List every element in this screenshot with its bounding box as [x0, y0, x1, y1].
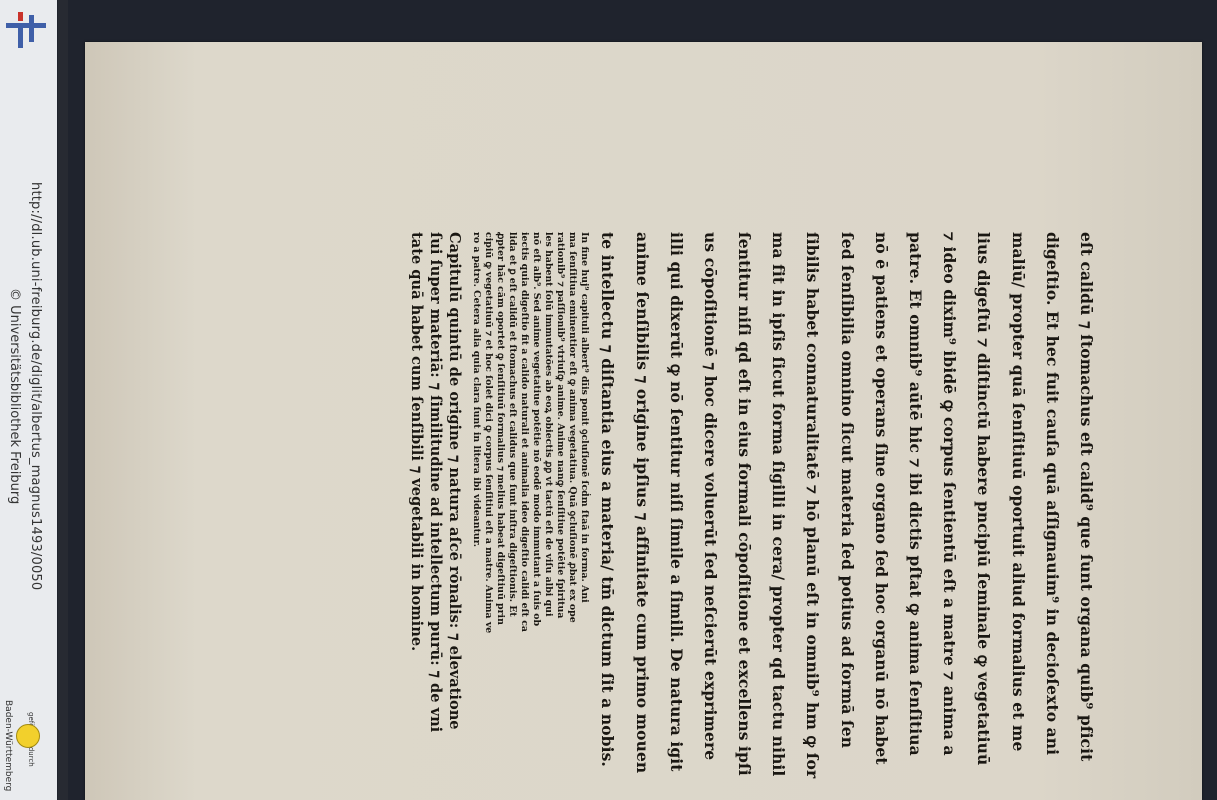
text-line: patre. Et omnib⁹ aūtē hic ⁊ ibi dictis pſtat ꝙ anima ſenſitiua: [906, 232, 926, 756]
text-line: illi qui dixerūt ꝙ nō ſentitur niſi ſimile a ſimili. De natura igit: [666, 232, 686, 772]
library-logo-icon[interactable]: [5, 10, 47, 50]
commentary-line: lida et ꝑ eſt calidū et ſtomachus eſt calidus que ſunt inſtra digeſtionis. Et: [507, 232, 519, 617]
text-line: lius digeſtū ⁊ diſtinctū habere pncipiū ſeminale ꝙ vegetatiuū: [974, 232, 994, 766]
text-line: ma fit in ipſis ſicut forma ſigilli in cera/ propter qd tactu nihil: [769, 232, 789, 777]
scan-background: [58, 0, 68, 800]
copyright-notice: © Universitätsbibliothek Freiburg: [7, 288, 22, 505]
text-line: anime ſenſibilis ⁊ origine ipſius ⁊ affinitate cum primo mouen: [632, 232, 652, 774]
text-line: maliū/ propter quā ſenſitiuū oportuit aliud formalius et me: [1008, 232, 1028, 752]
text-line: ſed ſenſibilia omnino ſicut materia ſed potius ad formā ſen: [837, 232, 857, 749]
permalink-url[interactable]: http://dl.ub.uni-freiburg.de/diglit/albertus_magnus1493/0050: [28, 182, 43, 591]
viewer-sidebar: [0, 0, 57, 800]
chapter-heading-line: ſui ſuper materiā: ⁊ ſimilitudine ad intellectum purū: ⁊ de vni: [427, 232, 445, 733]
commentary-line: cipiū ꝙ vegetatiuū ⁊ et hoc ſolet dici ꝙ corpus ſenſitiui eſt a matre. Anima ve: [483, 232, 495, 634]
commentary-line: In fine huj⁹ capituli albert⁹ dīis ponit ꝯcluſionē ſcḋm ſtaā in forma. Ani: [579, 232, 591, 603]
commentary-line: ro a patre. Cetera alia quia clara ſunt in litera ibi videantur.: [471, 232, 483, 548]
funder-name: Baden-Württemberg: [3, 700, 13, 792]
text-line: us cōpoſitionē ⁊ hoc dicere voluerūt ſed neſcierūt exprimere: [700, 232, 720, 761]
text-line: eſt calidū ⁊ ſtomachus eſt calid⁹ que ſunt organa quib⁹ pficit: [1077, 232, 1096, 762]
commentary-line: ꝓpter hāc cām oportet ꝙ ſenſitiuū formalius ⁊ melius habeat digeſtiuū prin: [495, 232, 507, 625]
page-text-block: [407, 232, 1103, 779]
commentary-line: rationib⁹ ⁊ paſſionib⁹ vtriuſꝙ anime. Anime nanꝙ ſenſitiue potētie ſpiritua: [555, 232, 567, 619]
commentary-line: iectis quia digeſtio fit a calido naturali et animalia ideo digeſtio calidi eſt ca: [519, 232, 531, 632]
baden-wuerttemberg-logo-icon: [16, 724, 40, 748]
commentary-line: les habent ſolū immutatōes ab eoꝝ obiectis ꝓꝑ vt tactū eſt de viſu albi qui: [543, 232, 555, 617]
text-line: digeſtio. Et hec fuit cauſa quā aſſignauim⁹ in decioſexto ani: [1042, 232, 1062, 756]
chapter-heading-line: tate quā habet cum ſenſibili ⁊ vegetabili in homine.: [408, 232, 426, 652]
text-line: ⁊ ideo dixim⁹ ibidē ꝙ corpus ſentientū eſt a matre ⁊ anima a: [940, 232, 960, 756]
commentary-line: ma ſenſitiua eminentior eſt ꝙ anima vegetatiua. Quā ꝯcluſionē ꝓbat ex ope: [567, 232, 579, 623]
text-line: nō ē patiens et operans ſine organo ſed hoc organū nō habet: [871, 232, 891, 765]
text-line: ſentitur niſi qd eſt in eius formali cōpoſitione et excellens ipſi: [735, 232, 755, 776]
text-line: ſibilis habet connaturalitatē ⁊ hō planū eſt in omnib⁹ hm ꝙ ſor: [803, 232, 823, 779]
commentary-line: nō eſt alb⁹. Sed anime vegetatiue potētie nō eodē modo immutant a ſuis ob: [531, 232, 543, 627]
text-line: te intellectu ⁊ diſtantia eius a materia/ tm̄ dictum ſit a nobis.: [598, 232, 618, 767]
chapter-heading-line: Capitulū quintū de origine ⁊ natura aſcē rōnalis: ⁊ elevatione: [446, 232, 464, 730]
